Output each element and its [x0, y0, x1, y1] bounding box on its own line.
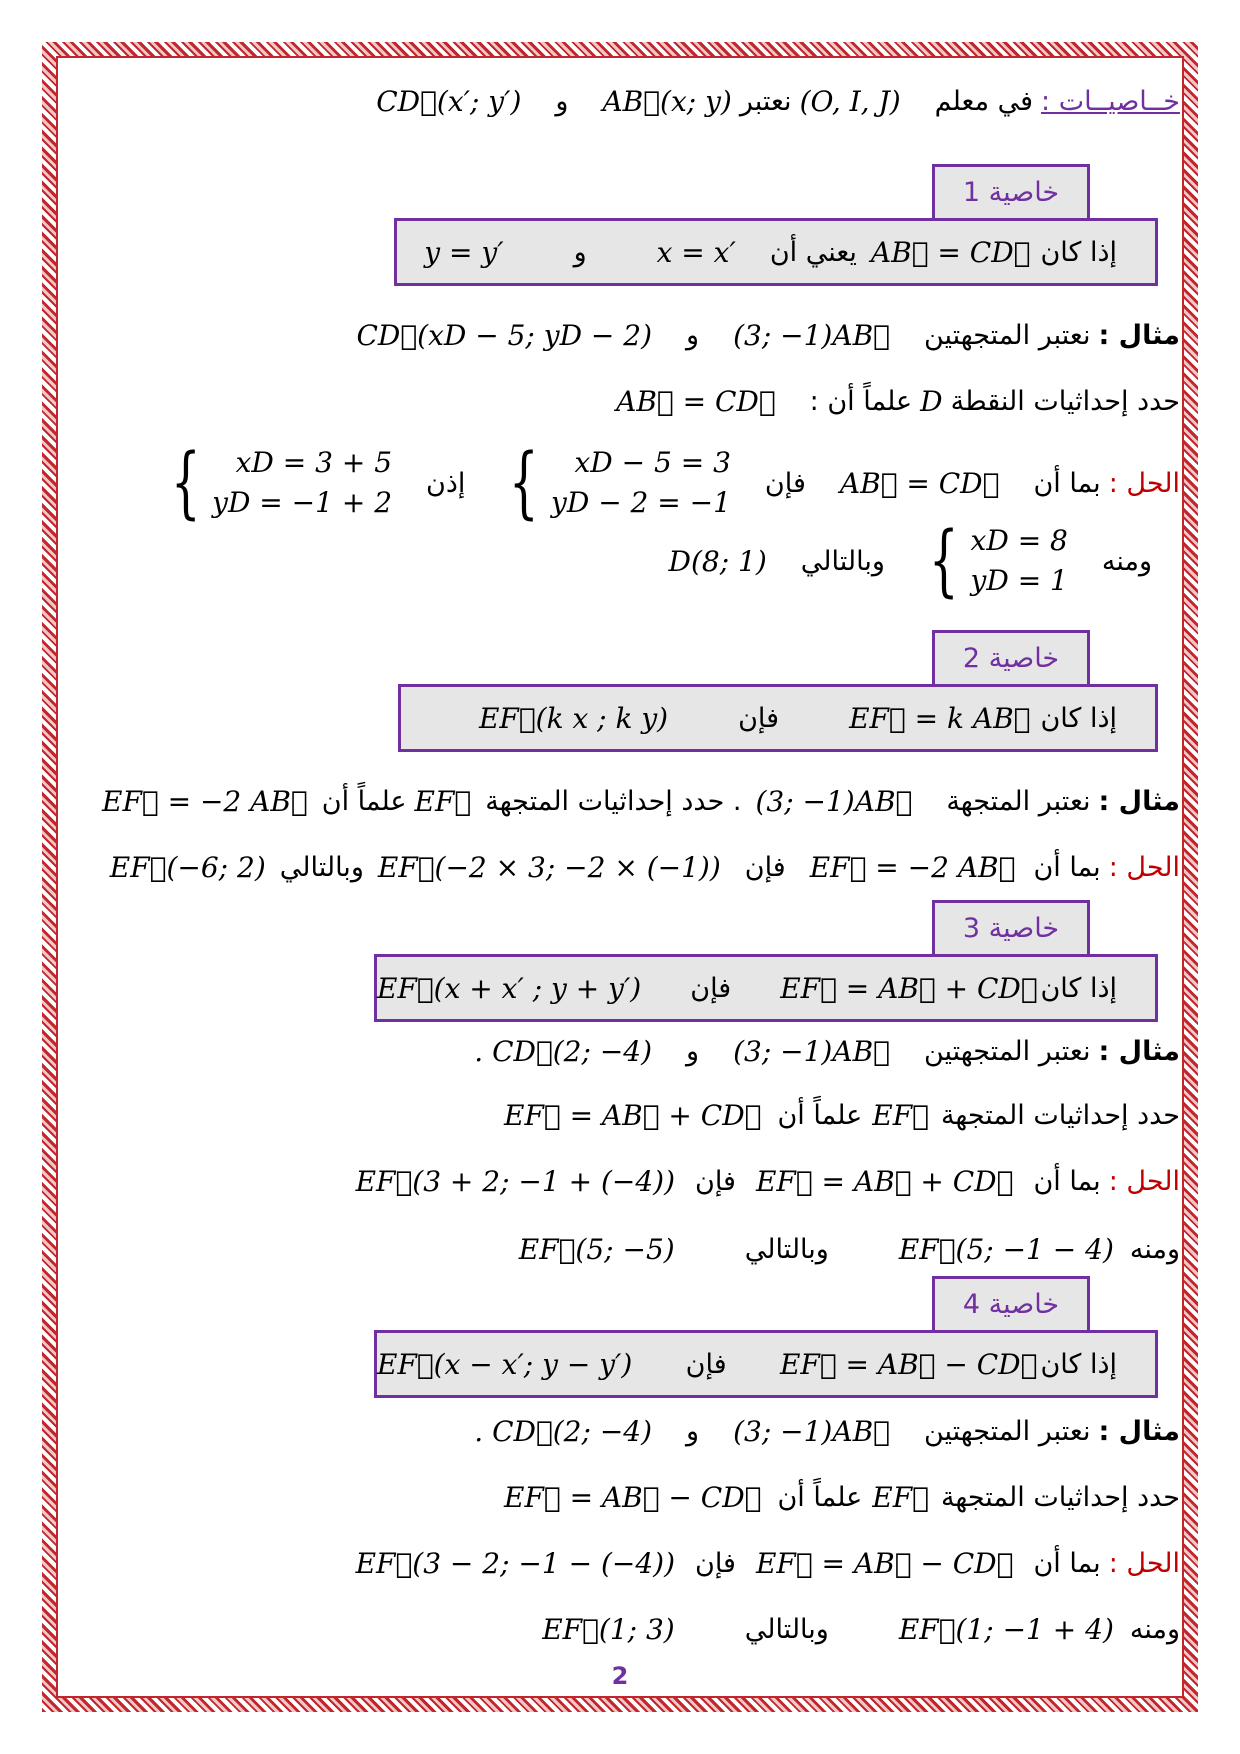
system-row: xD − 5 = 3 [574, 446, 731, 479]
question-text: علماً أن [777, 1099, 863, 1131]
formula: (3; −1)AB⃗ [733, 1034, 890, 1068]
formula: EF⃗(5; −1 − 4) [898, 1232, 1114, 1266]
formula: EF⃗(x − x′; y − y′) [377, 1347, 633, 1381]
hence-word: ومنه [1129, 1233, 1180, 1265]
page-number: 2 [611, 1662, 629, 1690]
example-text: نعتبر المتجهتين [923, 319, 1091, 351]
and-word: و [573, 236, 587, 268]
example-label: مثال : [1098, 1035, 1180, 1067]
formula: . CD⃗(2; −4) [474, 1034, 653, 1068]
formula: EF⃗ = AB⃗ − CD⃗ [779, 1347, 1038, 1381]
formula: D [920, 384, 943, 418]
formula: EF⃗ = k AB⃗ [849, 701, 1031, 735]
intro-text: في معلم [934, 85, 1034, 117]
example-text: نعتبر المتجهتين [923, 1415, 1091, 1447]
formula: EF⃗ = AB⃗ + CD⃗ [755, 1164, 1014, 1198]
example-2-line [102, 774, 1180, 828]
and-word: و [686, 1415, 700, 1447]
system-row: yD = 1 [970, 564, 1068, 597]
property-2-box [398, 684, 1158, 752]
example-4-line [474, 1404, 1180, 1458]
if-word: إذا كان [1040, 702, 1117, 734]
question-text: حدد إحداثيات المتجهة [940, 1099, 1180, 1131]
property-4-tab: خاصية 4 [932, 1276, 1090, 1330]
and-word: و [555, 85, 569, 117]
question-text: حدد إحداثيات المتجهة [940, 1481, 1180, 1513]
formula: EF⃗(3 − 2; −1 − (−4)) [355, 1546, 675, 1580]
if-word: إذا كان [1040, 972, 1117, 1004]
solution-label: الحل : [1108, 851, 1180, 883]
thus-word: وبالتالي [800, 545, 885, 577]
formula: AB⃗ = CD⃗ [870, 235, 1031, 269]
hence-word: ومنه [1129, 1613, 1180, 1645]
system-row: xD = 8 [970, 524, 1068, 557]
then-word: فإن [685, 1348, 727, 1380]
solution-label: الحل : [1108, 467, 1180, 499]
solution-2-line [110, 840, 1180, 894]
example-label: مثال : [1098, 1415, 1180, 1447]
formula: EF⃗ [872, 1480, 929, 1514]
intro-line [376, 74, 1180, 128]
since-word: بما أن [1033, 467, 1101, 499]
formula: EF⃗(3 + 2; −1 + (−4)) [355, 1164, 675, 1198]
section-title: خــاصيــات : [1041, 85, 1180, 117]
equation-system: { xD − 5 = 3 yD − 2 = −1 [509, 438, 731, 528]
thus-word: وبالتالي [279, 851, 364, 883]
property-1-tab: خاصية 1 [932, 164, 1090, 218]
solution-4-line [356, 1536, 1180, 1590]
example-text: . حدد إحداثيات المتجهة [485, 785, 742, 817]
formula: EF⃗ = −2 AB⃗ [102, 784, 308, 818]
formula: CD⃗(xD − 5; yD − 2) [356, 318, 653, 352]
solution-3-line [356, 1154, 1180, 1208]
example-3-line [474, 1024, 1180, 1078]
so-word: إذن [426, 467, 466, 499]
example-label: مثال : [1098, 785, 1180, 817]
system-row: yD − 2 = −1 [551, 486, 731, 519]
example-text: نعتبر المتجهتين [923, 1035, 1091, 1067]
solution-label: الحل : [1108, 1547, 1180, 1579]
vector-ab: AB⃗(x; y) [602, 84, 732, 118]
question-text: علماً أن [777, 1481, 863, 1513]
system-row: yD = −1 + 2 [212, 486, 393, 519]
formula: EF⃗ = AB⃗ − CD⃗ [755, 1546, 1014, 1580]
and-word: و [686, 319, 700, 351]
means-word: يعني أن [769, 236, 857, 268]
formula: EF⃗(1; −1 + 4) [898, 1612, 1114, 1646]
question-text: علماً أن : [809, 385, 913, 417]
property-3-box [374, 954, 1158, 1022]
property-1-box [394, 218, 1158, 286]
then-word: فإن [738, 702, 780, 734]
vector-cd: CD⃗(x′; y′) [376, 84, 522, 118]
property-2-tab: خاصية 2 [932, 630, 1090, 684]
and-word: و [686, 1035, 700, 1067]
property-3-tab: خاصية 3 [932, 900, 1090, 954]
then-word: فإن [764, 467, 806, 499]
since-word: بما أن [1033, 851, 1101, 883]
solution-label: الحل : [1108, 1165, 1180, 1197]
formula: (3; −1)AB⃗ [733, 1414, 890, 1448]
result-1-line [668, 516, 1153, 606]
solution-1-line [161, 438, 1181, 528]
then-word: فإن [744, 851, 786, 883]
question-4-line [504, 1470, 1180, 1524]
formula: EF⃗ = AB⃗ + CD⃗ [780, 971, 1038, 1005]
formula: . CD⃗(2; −4) [474, 1414, 653, 1448]
property-4-box [374, 1330, 1158, 1398]
formula: EF⃗(x + x′ ; y + y′) [377, 971, 642, 1005]
formula: D(8; 1) [668, 544, 767, 578]
if-word: إذا كان [1040, 236, 1117, 268]
formula: EF⃗(1; 3) [542, 1612, 675, 1646]
then-word: فإن [695, 1547, 736, 1579]
formula: EF⃗ = −2 AB⃗ [809, 850, 1016, 884]
frame-notation: (O, I, J) [799, 84, 901, 118]
since-word: بما أن [1033, 1165, 1101, 1197]
example-1-line [357, 308, 1181, 362]
question-3-line [504, 1088, 1180, 1142]
formula: (3; −1)AB⃗ [733, 318, 890, 352]
formula: EF⃗(−2 × 3; −2 × (−1)) [377, 850, 721, 884]
then-word: فإن [695, 1165, 736, 1197]
if-word: إذا كان [1040, 1348, 1117, 1380]
question-text: حدد إحداثيات النقطة [950, 385, 1180, 417]
intro-text: نعتبر [739, 85, 792, 117]
formula: y = y′ [424, 235, 504, 269]
formula: AB⃗ = CD⃗ [839, 466, 1000, 500]
system-row: xD = 3 + 5 [235, 446, 393, 479]
formula: AB⃗ = CD⃗ [616, 384, 776, 418]
formula: EF⃗ [872, 1098, 929, 1132]
thus-word: وبالتالي [744, 1233, 829, 1265]
formula: EF⃗(−6; 2) [109, 850, 266, 884]
example-text: نعتبر المتجهة [946, 785, 1091, 817]
result-3-line [519, 1222, 1180, 1276]
formula: EF⃗(5; −5) [518, 1232, 675, 1266]
then-word: فإن [690, 972, 732, 1004]
result-4-line [542, 1602, 1180, 1656]
example-label: مثال : [1098, 319, 1180, 351]
thus-word: وبالتالي [744, 1613, 829, 1645]
formula: EF⃗ = AB⃗ + CD⃗ [504, 1098, 762, 1132]
hence-word: ومنه [1101, 545, 1152, 577]
equation-system: { xD = 8 yD = 1 [928, 516, 1068, 606]
formula: x = x′ [656, 235, 736, 269]
formula: EF⃗(k x ; k y) [478, 701, 669, 735]
formula: EF⃗ = AB⃗ − CD⃗ [504, 1480, 762, 1514]
formula: EF⃗ [414, 784, 472, 818]
question-1-line [616, 374, 1180, 428]
example-text: علماً أن [321, 785, 407, 817]
since-word: بما أن [1033, 1547, 1101, 1579]
equation-system: { xD = 3 + 5 yD = −1 + 2 [170, 438, 393, 528]
formula: (3; −1)AB⃗ [755, 784, 913, 818]
